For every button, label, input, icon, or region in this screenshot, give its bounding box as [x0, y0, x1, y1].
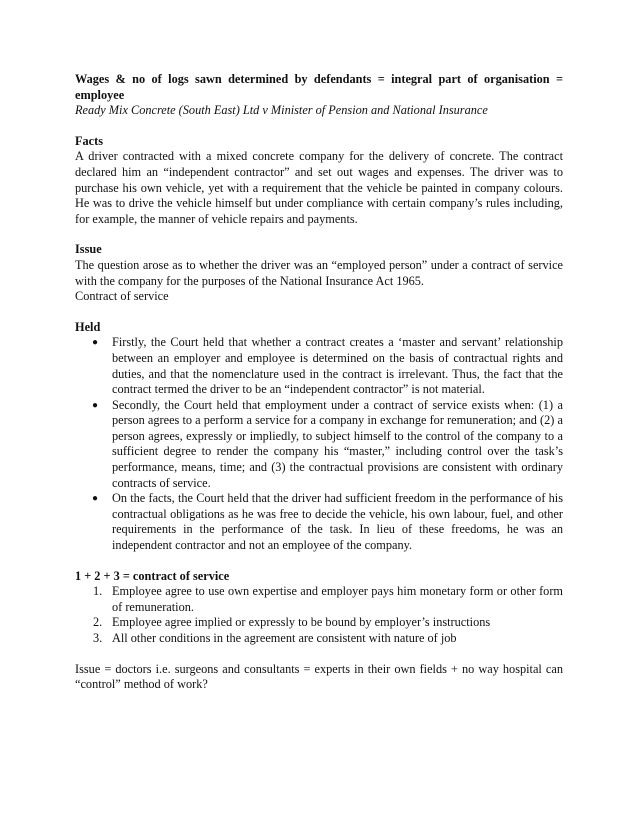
- case-summary-title: Wages & no of logs sawn determined by defendants = integral part of organisation = employee: [75, 72, 563, 102]
- issue-text: The question arose as to whether the driver was an “employed person” under a contract of service with the company for the purposes of the National Insurance Act 1965.: [75, 257, 563, 288]
- facts-text: A driver contracted with a mixed concrete company for the delivery of concrete. The contract declared him an “independent contractor” and set out wages and expenses. The driver was to purchase his own vehicle, yet with a requirement that the vehicle be painted in company colours. He was to drive the vehicle himself but under compliance with certain company’s rules including, for example, the manner of vehicle repairs and payments.: [75, 149, 563, 226]
- list-item: [75, 584, 563, 615]
- summary-list: [75, 584, 563, 646]
- summary-section: [75, 569, 563, 647]
- issue-subtext: Contract of service: [75, 289, 169, 304]
- closing-section: [75, 662, 563, 693]
- list-item: [75, 398, 563, 492]
- issue-heading: Issue: [75, 242, 102, 257]
- held-list: [75, 335, 563, 553]
- bullet-icon: ●: [92, 337, 99, 349]
- summary-item-text: Employee agree to use own expertise and employer pays him monetary form or other form of remuneration.: [112, 584, 563, 614]
- case-name: Ready Mix Concrete (South East) Ltd v Minister of Pension and National Insurance: [75, 103, 488, 118]
- list-item: [75, 631, 563, 647]
- held-section: [75, 320, 563, 554]
- held-item-text: Secondly, the Court held that employment under a contract of service exists when: (1) a person agrees to a perform a service for a company in exchange for remuneration; and (2) a person agrees, expressly or impliedly, to subject himself to the control of the company to a sufficient degree to render the company his “master,” including control over the task’s performance, means, time; and (3) the contractual provisions are consistent with ordinary contracts of service.: [112, 397, 563, 490]
- issue-section: [75, 242, 563, 304]
- summary-heading: 1 + 2 + 3 = contract of service: [75, 568, 230, 583]
- list-number: 2.: [93, 615, 103, 630]
- list-item: [75, 491, 563, 553]
- facts-heading: Facts: [75, 133, 103, 148]
- list-item: [75, 335, 563, 397]
- summary-item-text: All other conditions in the agreement are consistent with nature of job: [112, 631, 457, 645]
- held-item-text: On the facts, the Court held that the driver had sufficient freedom in the performance of his contractual obligations as he was free to decide the vehicle, his own labour, fuel, and other requirements in the performance of the task. In lieu of these freedoms, he was an independent contractor and not an employee of the company.: [112, 491, 563, 553]
- bullet-icon: ●: [92, 399, 99, 411]
- list-number: 3.: [93, 631, 103, 645]
- held-item-text: Firstly, the Court held that whether a contract creates a ‘master and servant’ relationship between an employer and employee is determined on the basis of contractual rights and duties, and that the nomenclature used in the contract is irrelevant. Thus, the fact that the contract termed the driver to be an “independent contractor” is not material.: [112, 335, 563, 397]
- list-number: 1.: [93, 584, 103, 599]
- facts-section: [75, 134, 563, 228]
- closing-text: Issue = doctors i.e. surgeons and consultants = experts in their own fields + no way hospital can “control” method of work?: [75, 661, 563, 692]
- bullet-icon: ●: [92, 493, 99, 505]
- held-heading: Held: [75, 319, 101, 334]
- summary-item-text: Employee agree implied or expressly to be bound by employer’s instructions: [112, 615, 491, 630]
- document-page: [75, 72, 563, 693]
- list-item: [75, 615, 563, 631]
